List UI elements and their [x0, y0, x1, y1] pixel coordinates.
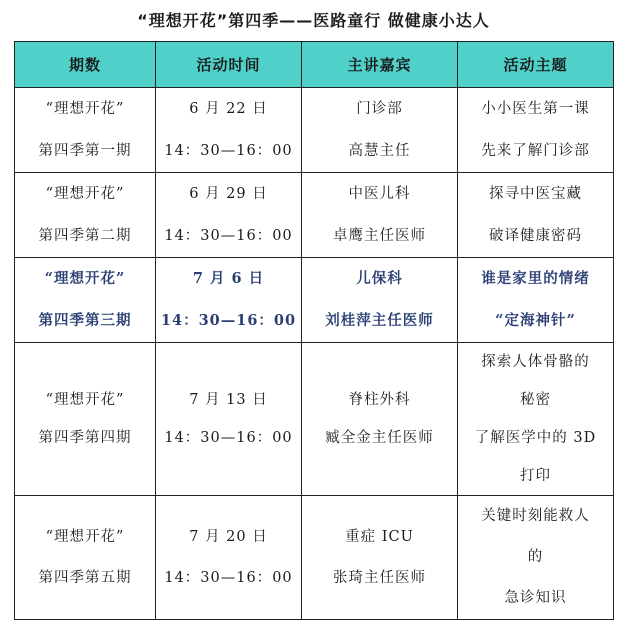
speaker-cell	[302, 343, 458, 496]
table-row	[15, 496, 614, 620]
speaker-cell	[302, 496, 458, 620]
speaker-name-line: 卓鹰主任医师	[333, 228, 426, 244]
speaker-name-line: 张琦主任医师	[333, 569, 426, 586]
period-line: “理想开花”	[44, 270, 126, 287]
header-speaker: 主讲嘉宾	[302, 42, 458, 88]
period-cell	[15, 343, 156, 496]
period-line: 第四季第四期	[38, 430, 132, 446]
topic-cell	[458, 343, 614, 496]
time-line: 14：30—16：00	[160, 312, 297, 329]
date-line: 7 月 20 日	[189, 528, 268, 545]
speaker-name-line: 刘桂萍主任医师	[325, 312, 434, 329]
period-cell	[15, 173, 156, 258]
topic-line: 破译健康密码	[489, 228, 582, 244]
topic-line: 探索人体骨骼的	[481, 354, 590, 370]
table-row-highlighted	[15, 258, 614, 343]
period-line: 第四季第三期	[38, 312, 132, 329]
topic-line: 打印	[520, 468, 551, 484]
header-period: 期数	[15, 42, 156, 88]
department-line: 脊柱外科	[348, 392, 411, 408]
topic-cell	[458, 258, 614, 343]
page-title: “理想开花”第四季——医路童行 做健康小达人	[137, 11, 490, 30]
speaker-name-line: 高慧主任	[348, 143, 411, 159]
topic-line: 谁是家里的情绪	[481, 270, 590, 287]
period-line: 第四季第二期	[38, 228, 132, 244]
topic-line: 急诊知识	[504, 590, 567, 606]
period-line: 第四季第五期	[38, 569, 132, 586]
department-line: 中医儿科	[348, 186, 411, 202]
period-cell	[15, 496, 156, 620]
topic-line: “定海神针”	[495, 312, 576, 329]
topic-line: 先来了解门诊部	[481, 143, 590, 159]
time-line: 14：30—16：00	[164, 430, 293, 446]
table-row	[15, 343, 614, 496]
time-cell	[156, 258, 302, 343]
period-line: “理想开花”	[45, 101, 125, 117]
department-line: 重症 ICU	[345, 528, 414, 545]
time-line: 14：30—16：00	[164, 228, 293, 244]
speaker-name-line: 臧全金主任医师	[325, 430, 434, 446]
header-topic: 活动主题	[458, 42, 614, 88]
table-header-row	[15, 42, 614, 88]
topic-cell	[458, 88, 614, 173]
date-line: 7 月 13 日	[189, 392, 268, 408]
topic-line: 了解医学中的 3D	[474, 430, 597, 446]
time-cell	[156, 173, 302, 258]
topic-line: 的	[527, 549, 544, 565]
speaker-cell	[302, 88, 458, 173]
date-line: 6 月 29 日	[189, 186, 268, 202]
period-line: “理想开花”	[45, 528, 125, 545]
period-line: “理想开花”	[45, 392, 125, 408]
header-time: 活动时间	[156, 42, 302, 88]
period-line: 第四季第一期	[38, 143, 132, 159]
period-cell	[15, 258, 156, 343]
topic-line: 关键时刻能救人	[481, 508, 590, 524]
time-cell	[156, 343, 302, 496]
time-cell	[156, 88, 302, 173]
department-line: 门诊部	[356, 101, 403, 117]
table-row	[15, 88, 614, 173]
topic-cell	[458, 496, 614, 620]
table-row	[15, 173, 614, 258]
speaker-cell	[302, 173, 458, 258]
department-line: 儿保科	[356, 270, 403, 287]
time-line: 14：30—16：00	[164, 143, 293, 159]
topic-cell	[458, 173, 614, 258]
time-line: 14：30—16：00	[164, 569, 293, 586]
schedule-table	[14, 41, 614, 620]
time-cell	[156, 496, 302, 620]
date-line: 6 月 22 日	[189, 101, 268, 117]
speaker-cell	[302, 258, 458, 343]
period-line: “理想开花”	[45, 186, 125, 202]
period-cell	[15, 88, 156, 173]
date-line: 7 月 6 日	[192, 270, 265, 287]
topic-line: 探寻中医宝藏	[489, 186, 582, 202]
topic-line: 秘密	[520, 392, 551, 408]
topic-line: 小小医生第一课	[481, 101, 590, 117]
